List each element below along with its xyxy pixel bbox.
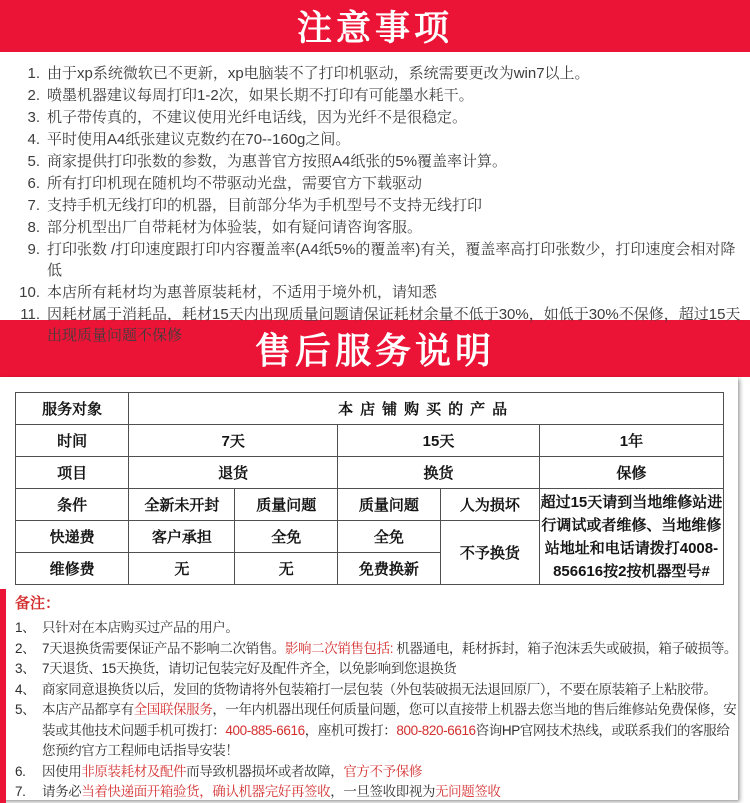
cell-time-warranty: 1年 bbox=[539, 425, 723, 457]
notice-item-text: 所有打印机现在随机均不带驱动光盘，需要官方下载驱动 bbox=[47, 175, 423, 192]
cell-item-exchange: 换货 bbox=[338, 457, 540, 489]
notice-banner bbox=[0, 0, 750, 52]
note-item-text: 商家同意退换货以后，发回的货物请将外包装箱打一层包装（外包装破损无法退回原厂），不要在原装箱子上粘胶带。 bbox=[42, 681, 717, 697]
notice-item-text: 因耗材属于消耗品，耗材15天内出现质量问题请保证耗材余量不低于30%，如低于30%不保修，超过15天出现质量问题不保修 bbox=[47, 306, 741, 344]
note-item-text: 本店产品都享有全国联保服务，一年内机器出现任何质量问题，您可以直接带上机器去您当地的售后维修站免费保修，安装或其他技术问题手机可拨打：400-885-6616，座机可拨打：800-820-6616咨询HP官网技术热线，或联系我们的客服给您预约官方工程师电话指导安装！ bbox=[42, 702, 737, 758]
note-item-text: 只针对在本店购买过产品的用户。 bbox=[42, 620, 239, 635]
cell-time-exchange: 15天 bbox=[338, 425, 540, 457]
notice-item-text: 平时使用A4纸张建议克数约在70--160g之间。 bbox=[47, 131, 351, 148]
notice-item-number: 9. bbox=[27, 241, 40, 258]
table-row bbox=[16, 393, 724, 425]
note-item bbox=[15, 700, 738, 762]
notice-item-text: 机子带传真的，不建议使用光纤电话线，因为光纤不是很稳定。 bbox=[47, 109, 468, 126]
note-item bbox=[15, 680, 738, 701]
notice-item-text: 喷墨机器建议每周打印1-2次，如果长期不打印有可能墨水耗干。 bbox=[47, 87, 474, 104]
notice-title: 注意事项 bbox=[296, 9, 453, 48]
cell-no-exchange: 不予换货 bbox=[440, 521, 539, 585]
notice-list bbox=[0, 52, 750, 344]
service-table bbox=[15, 392, 724, 585]
notice-item-number: 6. bbox=[27, 175, 40, 192]
cell-express-fee-2: 全免 bbox=[235, 521, 338, 553]
cell-time-return: 7天 bbox=[129, 425, 338, 457]
notice-item bbox=[8, 85, 742, 106]
note-item-number: 3、 bbox=[15, 661, 36, 676]
notice-item bbox=[8, 239, 742, 281]
notice-item-number: 11. bbox=[20, 306, 40, 323]
notice-item bbox=[8, 282, 742, 303]
notice-item-text: 支持手机无线打印的机器，目前部分华为手机型号不支持无线打印 bbox=[47, 197, 483, 214]
note-item-number: 7. bbox=[15, 784, 26, 799]
cell-service-target-label: 服务对象 bbox=[16, 393, 129, 425]
cell-express-fee-3: 全免 bbox=[338, 521, 441, 553]
notice-item bbox=[8, 129, 742, 150]
cell-service-target-value: 本店铺购买的产品 bbox=[129, 393, 724, 425]
cell-condition-2: 质量问题 bbox=[235, 489, 338, 521]
note-item-number: 5、 bbox=[15, 702, 36, 717]
cell-condition-4: 人为损坏 bbox=[440, 489, 539, 521]
notice-item-number: 5. bbox=[27, 153, 40, 170]
note-item bbox=[15, 762, 738, 783]
cell-item-label: 项目 bbox=[16, 457, 129, 489]
note-item-text: 请务必当着快递面开箱验货，确认机器完好再签收，一旦签收即视为无问题签收 bbox=[42, 784, 501, 799]
note-item-number: 1、 bbox=[15, 620, 36, 635]
cell-repair-fee-label: 维修费 bbox=[16, 553, 129, 585]
cell-repair-fee-3: 免费换新 bbox=[338, 553, 441, 585]
notice-item-text: 由于xp系统微软已不更新，xp电脑装不了打印机驱动，系统需要更改为win7以上。 bbox=[47, 65, 590, 82]
notes-section bbox=[0, 589, 738, 803]
note-item-text: 7天退换货需要保证产品不影响二次销售。影响二次销售包括: 机器通电，耗材拆封，箱子泡沫丢失或破损，箱子破损等。 bbox=[42, 640, 738, 656]
notice-item-number: 8. bbox=[27, 219, 40, 236]
cell-condition-3: 质量问题 bbox=[338, 489, 441, 521]
note-item bbox=[15, 782, 738, 803]
cell-item-warranty: 保修 bbox=[539, 457, 723, 489]
cell-express-fee-1: 客户承担 bbox=[129, 521, 235, 553]
service-title: 售后服务说明 bbox=[254, 330, 495, 371]
service-card bbox=[0, 377, 738, 800]
notice-item bbox=[8, 63, 742, 84]
note-item-number: 6. bbox=[15, 763, 26, 779]
note-item bbox=[15, 639, 738, 660]
note-item-number: 2、 bbox=[15, 640, 36, 656]
note-item-text: 7天退货、15天换货，请切记包装完好及配件齐全，以免影响到您退换货 bbox=[42, 661, 457, 676]
notice-item-number: 4. bbox=[27, 131, 40, 148]
cell-time-label: 时间 bbox=[16, 425, 129, 457]
notice-item-number: 2. bbox=[27, 87, 40, 104]
service-table-wrap bbox=[0, 377, 738, 585]
notice-item-text: 本店所有耗材均为惠普原装耗材，不适用于境外机，请知悉 bbox=[47, 284, 438, 301]
notice-item bbox=[8, 195, 742, 216]
note-item bbox=[15, 659, 738, 680]
notice-item-text: 商家提供打印张数的参数，为惠普官方按照A4纸张的5%覆盖率计算。 bbox=[47, 153, 508, 170]
notice-item-text: 打印张数 /打印速度跟打印内容覆盖率(A4纸5%的覆盖率)有关，覆盖率高打印张数少，打印速度会相对降低 bbox=[47, 241, 736, 279]
notice-item-number: 1. bbox=[27, 65, 40, 82]
notice-item bbox=[8, 151, 742, 172]
cell-warranty-note: 超过15天请到当地维修站进行调试或者维修、当地维修站地址和电话请拨打4008-856616按2按机器型号# bbox=[539, 489, 723, 585]
cell-repair-fee-2: 无 bbox=[235, 553, 338, 585]
notice-item-number: 10. bbox=[19, 284, 40, 301]
notes-heading: 备注： bbox=[15, 595, 61, 612]
cell-express-fee-label: 快递费 bbox=[16, 521, 129, 553]
cell-condition-label: 条件 bbox=[16, 489, 129, 521]
note-item bbox=[15, 618, 738, 639]
table-row bbox=[16, 489, 724, 521]
cell-repair-fee-1: 无 bbox=[129, 553, 235, 585]
notice-item-text: 部分机型出厂自带耗材为体验装，如有疑问请咨询客服。 bbox=[47, 219, 423, 236]
note-item-number: 4、 bbox=[15, 681, 36, 697]
notice-item bbox=[8, 217, 742, 238]
cell-item-return: 退货 bbox=[129, 457, 338, 489]
table-row bbox=[16, 425, 724, 457]
notice-item-number: 3. bbox=[27, 109, 40, 126]
cell-condition-1: 全新未开封 bbox=[129, 489, 235, 521]
note-item-text: 因使用非原装耗材及配件而导致机器损坏或者故障，官方不予保修 bbox=[42, 763, 422, 779]
notice-item-number: 7. bbox=[27, 197, 40, 214]
notice-item bbox=[8, 173, 742, 194]
table-row bbox=[16, 457, 724, 489]
notice-item bbox=[8, 107, 742, 128]
